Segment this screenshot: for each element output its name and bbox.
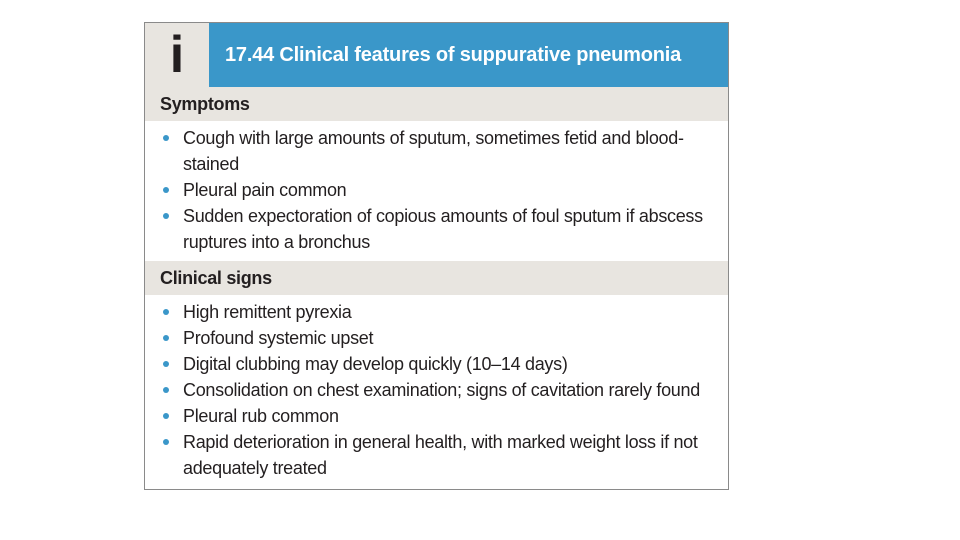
info-icon: i xyxy=(145,23,209,87)
bullet-icon xyxy=(163,135,169,141)
bullet-icon xyxy=(163,387,169,393)
box-title: 17.44 Clinical features of suppurative pneumonia xyxy=(209,23,728,87)
bullet-icon xyxy=(163,439,169,445)
bullet-icon xyxy=(163,187,169,193)
list-item xyxy=(145,429,728,481)
list-item xyxy=(145,325,728,351)
list-item xyxy=(145,403,728,429)
list-item-text: Cough with large amounts of sputum, sometimes fetid and blood-stained xyxy=(183,128,684,174)
bullet-icon xyxy=(163,309,169,315)
list-item xyxy=(145,177,728,203)
list-item xyxy=(145,377,728,403)
symptoms-list xyxy=(145,125,728,255)
bullet-icon xyxy=(163,213,169,219)
list-item xyxy=(145,125,728,177)
list-item-text: Profound systemic upset xyxy=(183,328,374,348)
list-item-text: High remittent pyrexia xyxy=(183,302,352,322)
list-item-text: Digital clubbing may develop quickly (10–14 days) xyxy=(183,354,568,374)
list-item-text: Rapid deterioration in general health, with marked weight loss if not adequately treated xyxy=(183,432,698,478)
list-item xyxy=(145,299,728,325)
list-item-text: Sudden expectoration of copious amounts of foul sputum if abscess ruptures into a bronchus xyxy=(183,206,703,252)
symptoms-header: Symptoms xyxy=(145,87,728,121)
title-bar xyxy=(145,23,728,87)
bullet-icon xyxy=(163,361,169,367)
bullet-icon xyxy=(163,413,169,419)
info-box xyxy=(144,22,729,490)
list-item-text: Pleural rub common xyxy=(183,406,339,426)
clinical-signs-header: Clinical signs xyxy=(145,261,728,295)
list-item-text: Pleural pain common xyxy=(183,180,347,200)
clinical-signs-list xyxy=(145,299,728,481)
list-item-text: Consolidation on chest examination; signs of cavitation rarely found xyxy=(183,380,700,400)
list-item xyxy=(145,203,728,255)
bullet-icon xyxy=(163,335,169,341)
list-item xyxy=(145,351,728,377)
